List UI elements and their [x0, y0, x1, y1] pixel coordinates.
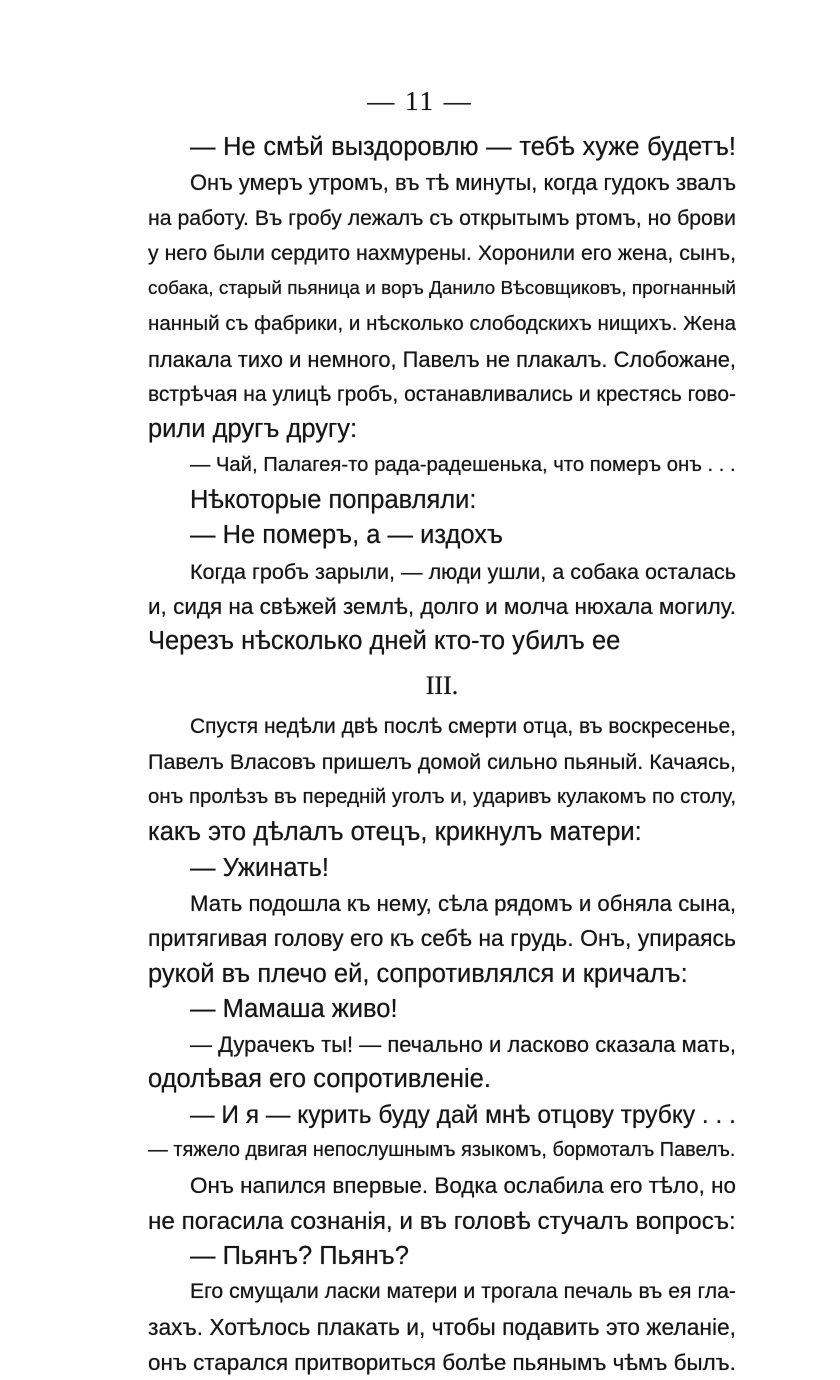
- text-line: — Дурачекъ ты! — печально и ласково сказала мать,: [190, 1032, 736, 1058]
- text-line: плакала тихо и немного, Павелъ не плакалъ. Слобожане,: [148, 346, 736, 372]
- text-line: нанный съ фабрики, и нѣсколько слободскихъ нищихъ. Жена: [148, 312, 736, 336]
- text-line: собака, старый пьяница и воръ Данило Вѣсовщиковъ, прогнанный: [148, 278, 736, 300]
- text-line: Павелъ Власовъ пришелъ домой сильно пьяный. Качаясь,: [148, 749, 736, 774]
- text-line: на работу. Въ гробу лежалъ съ открытымъ ртомъ, но брови: [148, 206, 736, 230]
- text-line: Его смущали ласки матери и трогала печаль въ ея гла-: [190, 1280, 736, 1304]
- text-line: Спустя недѣли двѣ послѣ смерти отца, въ воскресенье,: [190, 715, 736, 739]
- body-text: [148, 130, 736, 1380]
- text-line: — Пьянъ? Пьянъ?: [190, 1241, 409, 1270]
- text-line: и, сидя на свѣжей землѣ, долго и молча нюхала могилу.: [148, 593, 736, 619]
- text-line: Мать подошла къ нему, сѣла рядомъ и обняла сына,: [190, 890, 736, 916]
- text-line: — Ужинать!: [190, 853, 329, 882]
- text-line: — Не смѣй выздоровлю — тебѣ хуже будетъ!: [190, 133, 736, 161]
- text-line: онъ пролѣзъ въ передній уголъ и, ударивъ кулакомъ по столу,: [148, 786, 736, 809]
- page-number: — 11 —: [367, 86, 473, 116]
- text-line: Когда гробъ зарыли, — люди ушли, а собака осталась: [190, 558, 736, 584]
- text-line: — И я — курить буду дай мнѣ отцову трубку . . .: [190, 1101, 736, 1129]
- text-line: рукой въ плечо ей, сопротивлялся и кричалъ:: [148, 959, 688, 988]
- text-line: — Чай, Палагея-то рада-радешенька, что померъ онъ . . .: [190, 453, 736, 476]
- text-line: захъ. Хотѣлось плакать и, чтобы подавить это желаніе,: [148, 1313, 736, 1340]
- text-line: — Мамаша живо!: [190, 994, 398, 1023]
- text-line: Онъ умеръ утромъ, въ тѣ минуты, когда гудокъ звалъ: [190, 170, 736, 196]
- text-line: — тяжело двигая непослушнымъ языкомъ, бормоталъ Павелъ.: [148, 1139, 736, 1162]
- text-line: Онъ напился впервые. Водка ослабила его тѣло, но: [190, 1173, 736, 1199]
- text-line: онъ старался притвориться болѣе пьянымъ чѣмъ былъ.: [148, 1349, 736, 1375]
- text-line: не погасила сознанія, и въ головѣ стучалъ вопросъ:: [148, 1207, 736, 1235]
- text-line: — Не померъ, а — издохъ: [190, 521, 503, 550]
- text-line: одолѣвая его сопротивленіе.: [148, 1065, 491, 1094]
- section-heading: III.: [425, 671, 459, 701]
- text-line: рили другъ другу:: [148, 415, 358, 444]
- text-line: у него были сердито нахмурены. Хоронили его жена, сынъ,: [148, 240, 736, 265]
- text-line: Черезъ нѣсколько дней кто-то убилъ ее: [148, 627, 621, 656]
- text-line: Нѣкоторые поправляли:: [190, 485, 477, 514]
- text-line: какъ это дѣлалъ отецъ, крикнулъ матери:: [148, 818, 642, 847]
- text-line: притягивая голову его къ себѣ на грудь. Онъ, упираясь: [148, 925, 736, 952]
- text-line: встрѣчая на улицѣ гробъ, останавливались и крестясь гово-: [148, 383, 736, 407]
